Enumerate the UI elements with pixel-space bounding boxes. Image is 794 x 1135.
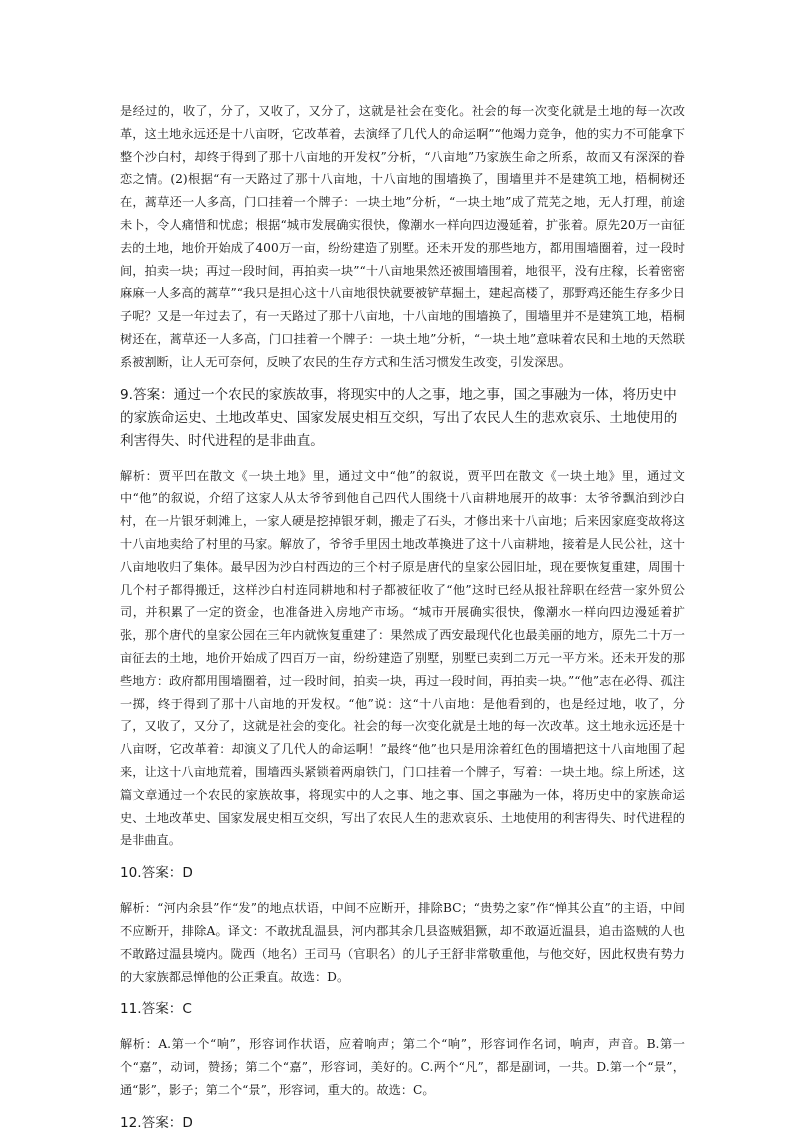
q11-answer: 11.答案：C — [120, 1001, 192, 1018]
q10-answer: 10.答案：D — [120, 865, 193, 882]
q11-explanation: 解析：A.第一个“响”，形容词作状语，应着响声；第二个“响”，形容词作名词，响声，声音。B.第一个“嘉”，动词，赞扬；第二个“嘉”，形容词，美好的。C.两个“凡”，都是副词，一共。D.第一个“景”，通“影”，影子；第二个“景”，形容词，重大的。故选：C。 — [120, 1037, 685, 1097]
page-content — [120, 100, 685, 1135]
q8-explanation-continued: 是经过的，收了，分了，又收了，又分了，这就是社会在变化。社会的每一次变化就是土地的每一次改革，这土地永远还是十八亩呀，它改革着，去演绎了几代人的命运啊”“他竭力竞争，他的实力不可能拿下整个沙白村，却终于得到了那十八亩地的开发权”分析，“八亩地”乃家族生命之所系，故而又有深深的眷恋之情。(2)根据“有一天路过了那十八亩地，十八亩地的围墙换了，围墙里并不是建筑工地，梧桐树还在，蒿草还一人多高，门口挂着一个牌子：一块土地”分析，“一块土地”成了荒芜之地，无人打理，前途未卜，令人痛惜和忧虑；根据“城市发展确实很快，像潮水一样向四边漫延着，扩张着。原先20万一亩征去的土地，地价开始成了400万一亩，纷纷建造了别墅。还未开发的那些地方，都用围墙圈着，过一段时间，拍卖一块；再过一段时间，再拍卖一块”“十八亩地果然还被围墙围着，地很平，没有庄稼，长着密密麻麻一人多高的蒿草”“我只是担心这十八亩地很快就要被铲草掘土，建起高楼了，那野鸡还能生存多少日子呢？又是一年过去了，有一天路过了那十八亩地，十八亩地的围墙换了，围墙里并不是建筑工地，梧桐树还在，蒿草还一人多高，门口挂着一个牌子：一块土地”分析，“一块土地”意味着农民和土地的天然联系被割断，让人无可奈何，反映了农民的生存方式和生活习惯发生改变，引发深思。 — [120, 104, 685, 369]
q9-answer: 9.答案：通过一个农民的家族故事，将现实中的人之事，地之事，国之事融为一体，将历史中的家族命运史、土地改革史、国家发展史相互交织，写出了农民人生的悲欢哀乐、土地使用的利害得失、时代进程的是非曲直。 — [120, 386, 678, 449]
q9-explanation: 解析：贾平凹在散文《一块土地》里，通过文中“他”的叙说，贾平凹在散文《一块土地》里，通过文中“他”的叙说，介绍了这家人从太爷爷到他自己四代人围绕十八亩耕地展开的故事：太爷爷飘泊到沙白村，在一片银牙刺滩上，一家人硬是挖掉银牙刺，搬走了石头，才修出来十八亩地；后来因家庭变故将这十八亩地卖给了村里的马家。解放了，爷爷手里因土地改革換进了这十八亩耕地，接着是人民公社，这十八亩地收归了集体。最早因为沙白村西边的三个村子原是唐代的皇家公园旧址，现在要恢复重建，周围十几个村子都得搬迁，这样沙白村连同耕地和村子都被征收了“他”这时已经从报社辞职在经营一家外贸公司，并积累了一定的资金，也准备进入房地产市场。“城市开展确实很快，像潮水一样向四边漫延着扩张，那个唐代的皇家公园在三年内就恢复重建了：果然成了西安最现代化也最美丽的地方，原先二十万一亩征去的土地，地价开始成了四百万一亩，纷纷建造了别墅，别墅已卖到二万元一平方米。还未开发的那些地方：政府都用围墙圈着，过一段时间，拍卖一块，再过一段时间，再拍卖一块。”“他”志在必得、孤注一掷，终于得到了那十八亩地的开发权。“他”说：这“十八亩地：是他看到的，也是经过地，收了，分了，又收了，又分了，这就是社会的变化。社会的每一次变化就是土地的每一次改革。这土地永远还是十八亩呀，它改革着：却演义了几代人的命运啊！”最终“他”也只是用涂着红色的围墙把这十八亩地围了起来，让这十八亩地荒着，围墙西头紧锁着两扇铁门，门口挂着一个牌子，写着：一块土地。综上所述，这篇文章通过一个农民的家族故事，将现实中的人之事、地之事、国之事融为一体，将历史中的家族命运史、土地改革史、国家发展史相互交织，写出了农民人生的悲欢哀乐、土地使用的利害得失、时代进程的是非曲直。 — [120, 468, 685, 848]
q12-answer: 12.答案：D — [120, 1114, 193, 1131]
q10-explanation: 解析：“河内余县”作“发”的地点状语，中间不应断开，排除BC；“贵势之家”作“惮其公直”的主语，中间不应断开，排除A。译文：不敢扰乱温县，河内郡其余几县盗贼猖獗，却不敢逼近温县，追击盗贼的人也不敢路过温县境内。陇西（地名）王司马（官职名）的儿子王舒非常敬重他，与他交好，因此权贵有势力的大家族都忌惮他的公正秉直。故选：D。 — [120, 901, 685, 984]
